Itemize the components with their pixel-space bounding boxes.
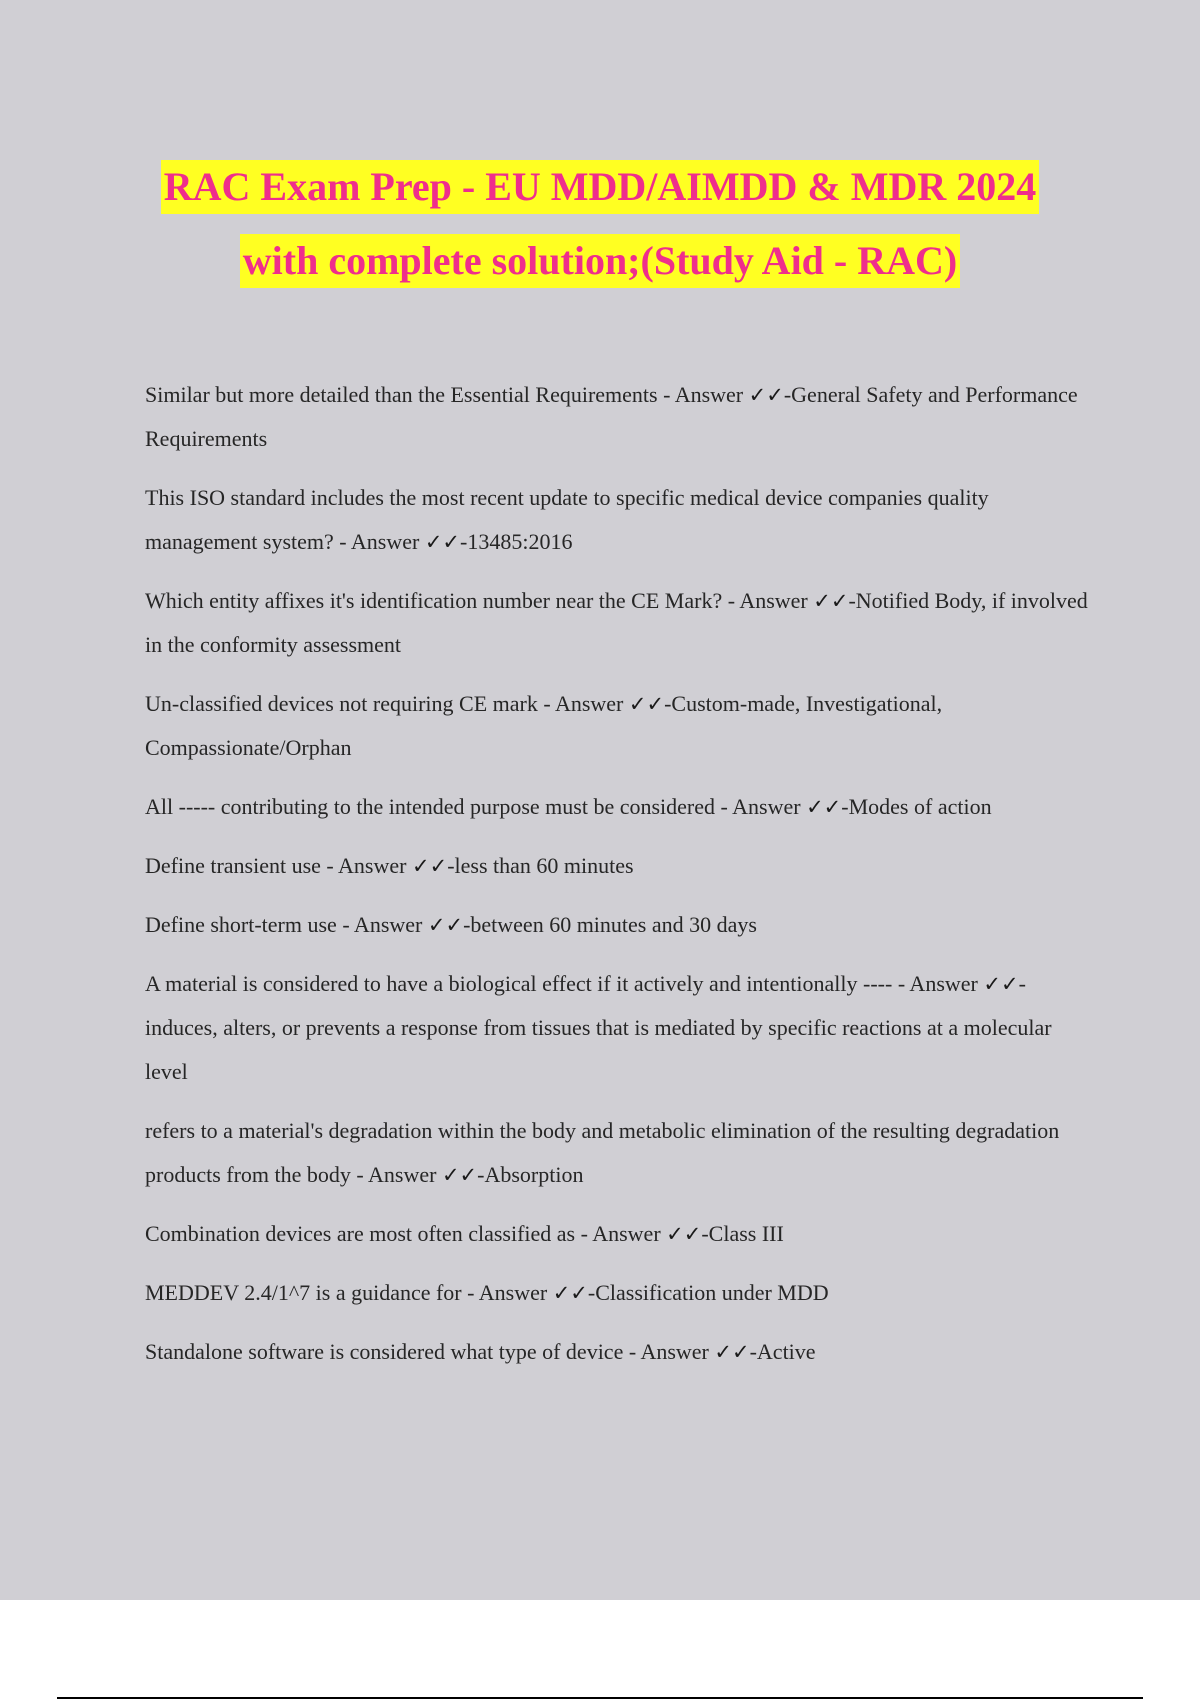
- question-text: This ISO standard includes the most recent update to specific medical device companies quality management system? - Answer: [145, 485, 989, 554]
- question-text: Combination devices are most often classified as - Answer: [145, 1221, 667, 1246]
- double-check-icon: ✓✓: [748, 383, 784, 407]
- answer-text: -less than 60 minutes: [447, 853, 634, 878]
- answer-text: -Classification under MDD: [587, 1280, 829, 1305]
- double-check-icon: ✓✓: [806, 795, 842, 819]
- qa-list: [145, 373, 1095, 1389]
- title-line-1: RAC Exam Prep - EU MDD/AIMDD & MDR 2024: [161, 160, 1039, 214]
- answer-text: -induces, alters, or prevents a response from tissues that is mediated by specific reactions at a molecular level: [145, 971, 1052, 1084]
- question-text: refers to a material's degradation within the body and metabolic elimination of the resulting degradation products from the body - Answer: [145, 1118, 1060, 1187]
- answer-text: -Custom-made, Investigational, Compassionate/Orphan: [145, 691, 943, 760]
- answer-text: -Absorption: [477, 1162, 584, 1187]
- question-text: Define transient use - Answer: [145, 853, 412, 878]
- question-text: MEDDEV 2.4/1^7 is a guidance for - Answer: [145, 1280, 553, 1305]
- double-check-icon: ✓✓: [666, 1222, 702, 1246]
- answer-text: -Active: [749, 1339, 816, 1364]
- footer-divider: [57, 1697, 1143, 1699]
- answer-text: -Class III: [701, 1221, 784, 1246]
- question-text: Similar but more detailed than the Essential Requirements - Answer: [145, 382, 749, 407]
- question-text: Un-classified devices not requiring CE mark - Answer: [145, 691, 629, 716]
- answer-text: -General Safety and Performance Requirements: [145, 382, 1078, 451]
- question-text: Which entity affixes it's identification number near the CE Mark? - Answer: [145, 588, 814, 613]
- double-check-icon: ✓✓: [441, 1163, 478, 1187]
- question-text: A material is considered to have a biological effect if it actively and intentionally ---- - Answer: [145, 971, 984, 996]
- qa-item: [145, 476, 1095, 564]
- qa-item: [145, 1109, 1095, 1197]
- double-check-icon: ✓✓: [714, 1340, 750, 1364]
- answer-text: -Notified Body, if involved in the conformity assessment: [145, 588, 1088, 657]
- qa-item: [145, 1330, 1095, 1374]
- qa-item: [145, 579, 1095, 667]
- document-title: [0, 160, 1200, 288]
- double-check-icon: ✓✓: [411, 854, 448, 878]
- double-check-icon: ✓✓: [424, 530, 461, 554]
- answer-text: -Modes of action: [841, 794, 992, 819]
- qa-item: [145, 903, 1095, 947]
- double-check-icon: ✓✓: [552, 1281, 588, 1305]
- double-check-icon: ✓✓: [983, 972, 1019, 996]
- qa-item: [145, 962, 1095, 1094]
- question-text: All ----- contributing to the intended purpose must be considered - Answer: [145, 794, 807, 819]
- answer-text: -13485:2016: [460, 529, 573, 554]
- qa-item: [145, 373, 1095, 461]
- title-line-2: with complete solution;(Study Aid - RAC): [240, 234, 960, 288]
- qa-item: [145, 844, 1095, 888]
- double-check-icon: ✓✓: [427, 913, 464, 937]
- double-check-icon: ✓✓: [628, 692, 665, 716]
- qa-item: [145, 682, 1095, 770]
- qa-item: [145, 785, 1095, 829]
- question-text: Define short-term use - Answer: [145, 912, 428, 937]
- question-text: Standalone software is considered what type of device - Answer: [145, 1339, 715, 1364]
- qa-item: [145, 1271, 1095, 1315]
- qa-item: [145, 1212, 1095, 1256]
- answer-text: -between 60 minutes and 30 days: [463, 912, 757, 937]
- double-check-icon: ✓✓: [813, 589, 849, 613]
